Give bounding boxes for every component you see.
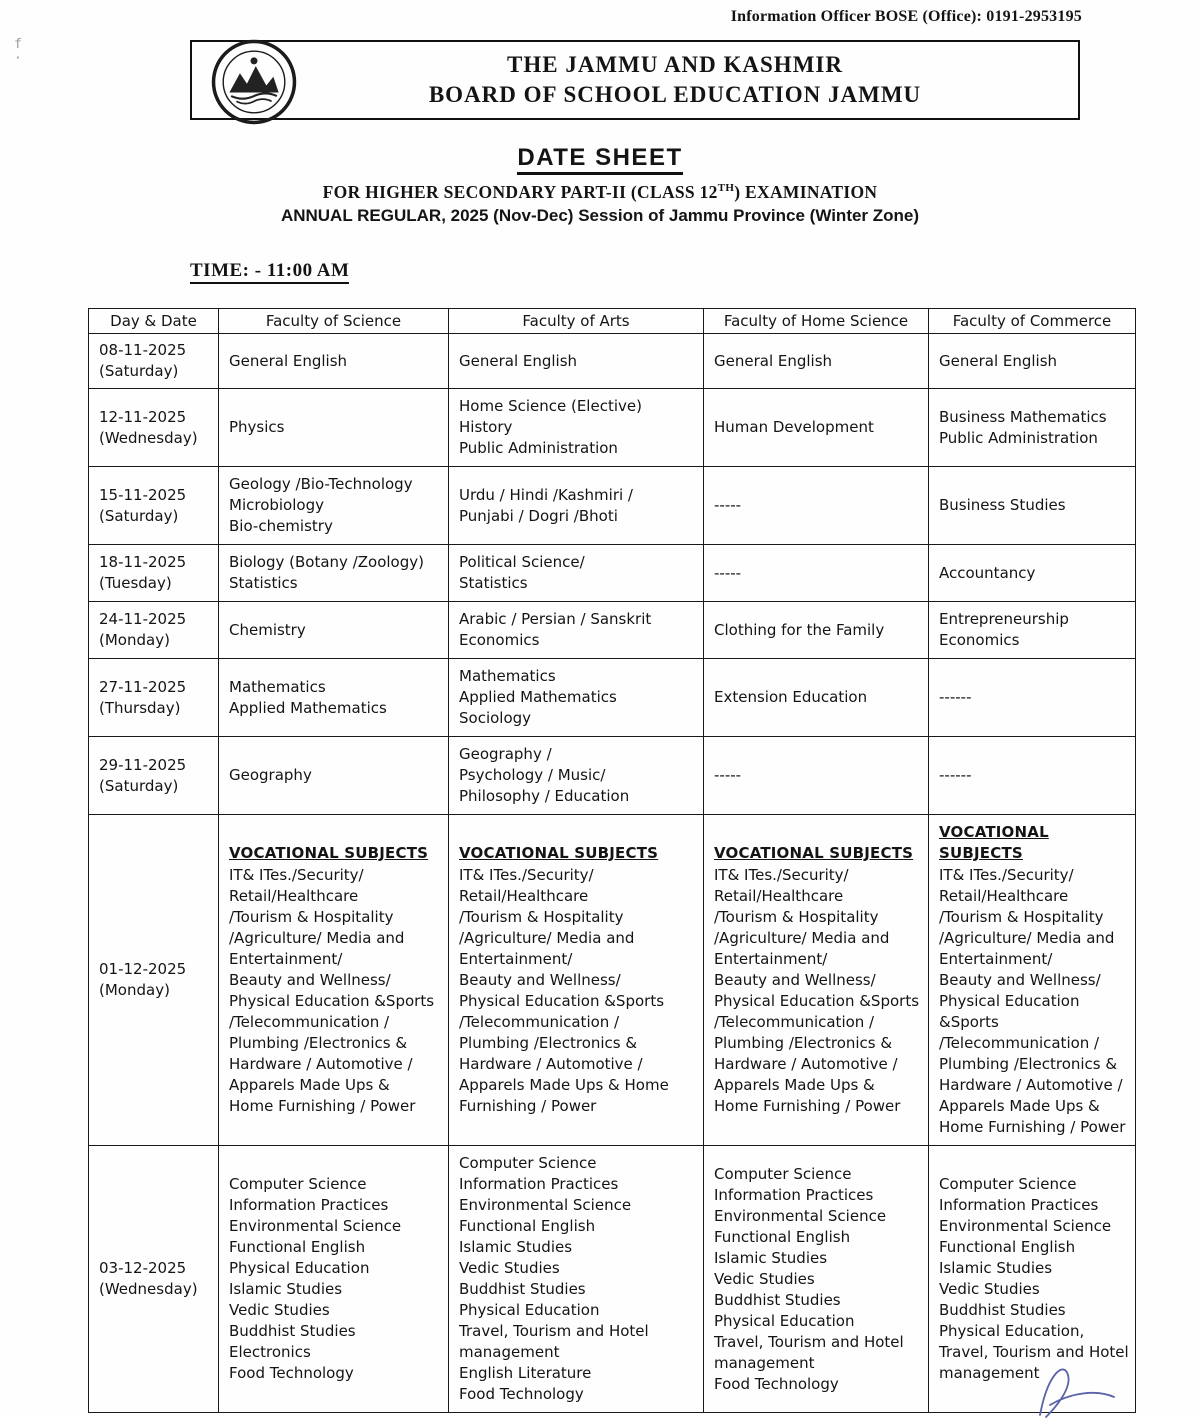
subject-line: Computer Science xyxy=(459,1154,597,1172)
subject-line: Physical Education &Sports xyxy=(714,992,920,1010)
subject-line: /Agriculture/ Media and xyxy=(939,929,1115,947)
subject-line: Beauty and Wellness/ xyxy=(459,971,621,989)
vocational-heading: VOCATIONAL SUBJECTS xyxy=(459,844,659,862)
subject-line: Buddhist Studies xyxy=(459,1280,586,1298)
subtitle-exam xyxy=(0,182,1200,203)
column-header: Faculty of Home Science xyxy=(704,309,929,334)
subject-cell xyxy=(704,815,929,1146)
subject-line: Apparels Made Ups & Home xyxy=(459,1076,669,1094)
subject-cell xyxy=(219,545,449,602)
subject-line: Mathematics xyxy=(229,677,326,696)
subject-cell xyxy=(449,737,704,815)
subject-line: Functional English xyxy=(229,1238,366,1256)
date-line: (Saturday) xyxy=(99,776,179,795)
subject-cell xyxy=(929,602,1136,659)
table-row xyxy=(89,334,1136,389)
subject-line: Travel, Tourism and Hotel xyxy=(459,1322,649,1340)
subject-cell xyxy=(704,737,929,815)
subject-cell xyxy=(929,815,1136,1146)
date-line: 01-12-2025 xyxy=(99,960,187,978)
subject-line: Chemistry xyxy=(229,620,306,639)
subject-cell xyxy=(219,815,449,1146)
date-cell xyxy=(89,389,219,467)
date-line: (Monday) xyxy=(99,631,170,649)
date-cell xyxy=(89,467,219,545)
subject-cell xyxy=(704,545,929,602)
date-cell xyxy=(89,1146,219,1413)
subject-line: ----- xyxy=(714,563,742,582)
subject-line: Buddhist Studies xyxy=(714,1290,841,1309)
subject-line: Urdu / Hindi /Kashmiri / xyxy=(459,485,633,504)
subject-line: Islamic Studies xyxy=(229,1280,343,1298)
subtitle-exam-start: FOR HIGHER SECONDARY PART-II (CLASS 12 xyxy=(322,182,718,202)
subject-line: Economics xyxy=(939,631,1020,649)
date-line: 24-11-2025 xyxy=(99,610,187,628)
subject-line: Buddhist Studies xyxy=(229,1322,356,1340)
subject-cell xyxy=(704,602,929,659)
subject-line: Public Administration xyxy=(939,428,1098,447)
subject-line: Information Practices xyxy=(714,1185,874,1204)
subject-line: Hardware / Automotive / xyxy=(714,1055,898,1073)
subject-line: Apparels Made Ups & xyxy=(714,1076,875,1094)
subject-cell xyxy=(219,602,449,659)
subject-line: /Agriculture/ Media and xyxy=(714,929,890,947)
subject-cell xyxy=(929,1146,1136,1413)
subject-line: Vedic Studies xyxy=(714,1269,815,1288)
subject-line: Information Practices xyxy=(229,1196,389,1214)
subject-line: Information Practices xyxy=(939,1196,1099,1214)
subject-line: Computer Science xyxy=(714,1164,852,1183)
datesheet-table xyxy=(88,308,1136,1413)
subject-line: Retail/Healthcare xyxy=(939,887,1069,905)
subject-line: Geography xyxy=(229,766,312,784)
date-line: (Thursday) xyxy=(99,698,181,717)
subject-line: Environmental Science xyxy=(714,1206,887,1225)
vocational-heading: VOCATIONAL SUBJECTS xyxy=(229,844,429,862)
subject-line: Physical Education &Sports xyxy=(229,992,435,1010)
subject-cell xyxy=(704,467,929,545)
subject-line: IT& ITes./Security/ xyxy=(714,866,849,884)
subject-line: Islamic Studies xyxy=(939,1259,1053,1277)
subject-line: Entertainment/ xyxy=(939,950,1053,968)
subject-line: IT& ITes./Security/ xyxy=(459,866,594,884)
subject-line: Biology (Botany /Zoology) xyxy=(229,553,424,571)
column-header: Faculty of Science xyxy=(219,309,449,334)
subject-line: Clothing for the Family xyxy=(714,620,885,639)
subject-line: General English xyxy=(714,351,833,370)
subject-line: Physics xyxy=(229,418,285,436)
subject-line: management xyxy=(714,1353,815,1372)
subject-line: ----- xyxy=(714,766,742,784)
subject-line: Business Mathematics xyxy=(939,407,1107,426)
vocational-heading: VOCATIONAL SUBJECTS xyxy=(939,823,1049,862)
subject-line: Entertainment/ xyxy=(459,950,573,968)
column-header: Day & Date xyxy=(89,309,219,334)
subject-line: Plumbing /Electronics & xyxy=(939,1055,1118,1073)
subject-line: Mathematics xyxy=(459,667,556,685)
subject-line: Environmental Science xyxy=(459,1196,632,1214)
subtitle-exam-end: ) EXAMINATION xyxy=(734,182,878,202)
date-line: (Wednesday) xyxy=(99,428,198,447)
column-header: Faculty of Commerce xyxy=(929,309,1136,334)
date-cell xyxy=(89,659,219,737)
subject-cell xyxy=(449,659,704,737)
date-line: (Wednesday) xyxy=(99,1280,198,1298)
subject-line: Computer Science xyxy=(229,1175,367,1193)
subject-line: Physical Education xyxy=(459,1301,600,1319)
subject-line: Psychology / Music/ xyxy=(459,766,606,784)
subject-line: Islamic Studies xyxy=(459,1238,573,1256)
subject-cell xyxy=(449,334,704,389)
subject-cell xyxy=(449,389,704,467)
table-row xyxy=(89,467,1136,545)
subject-line: General English xyxy=(229,351,348,370)
subject-line: Food Technology xyxy=(714,1374,839,1393)
date-line: 18-11-2025 xyxy=(99,553,187,571)
date-line: (Tuesday) xyxy=(99,574,172,592)
subject-line: Computer Science xyxy=(939,1175,1077,1193)
subject-line: Retail/Healthcare xyxy=(229,887,359,905)
board-name-line2: BOARD OF SCHOOL EDUCATION JAMMU xyxy=(428,82,922,107)
subject-line: Human Development xyxy=(714,418,874,436)
subject-line: Apparels Made Ups & xyxy=(229,1076,390,1094)
subject-line: Physical Education, xyxy=(939,1322,1085,1340)
subject-line: Geology /Bio-Technology xyxy=(229,475,413,493)
subject-cell xyxy=(929,659,1136,737)
subject-line: Hardware / Automotive / xyxy=(229,1055,413,1073)
subtitle-session: ANNUAL REGULAR, 2025 (Nov-Dec) Session of Jammu Province (Winter Zone) xyxy=(280,206,920,225)
vocational-heading: VOCATIONAL SUBJECTS xyxy=(714,844,914,862)
subject-line: /Tourism & Hospitality xyxy=(459,908,624,926)
subject-line: Plumbing /Electronics & xyxy=(714,1034,893,1052)
subject-line: IT& ITes./Security/ xyxy=(229,866,364,884)
date-line: 15-11-2025 xyxy=(99,485,187,504)
subject-line: Plumbing /Electronics & xyxy=(459,1034,638,1052)
subject-line: Vedic Studies xyxy=(229,1301,330,1319)
subject-cell xyxy=(929,737,1136,815)
date-cell xyxy=(89,737,219,815)
date-cell xyxy=(89,602,219,659)
scan-artifact: f · xyxy=(14,37,22,66)
subject-line: Furnishing / Power xyxy=(459,1097,597,1115)
subject-cell xyxy=(449,545,704,602)
date-cell xyxy=(89,334,219,389)
subject-line: Bio-chemistry xyxy=(229,517,333,535)
subject-line: Public Administration xyxy=(459,439,618,457)
date-line: 12-11-2025 xyxy=(99,407,187,426)
subject-line: Applied Mathematics xyxy=(459,688,617,706)
subject-line: Information Practices xyxy=(459,1175,619,1193)
contact-line: Information Officer BOSE (Office): 0191-2953195 xyxy=(730,8,1082,25)
subject-cell xyxy=(449,1146,704,1413)
subject-line: Plumbing /Electronics & xyxy=(229,1034,408,1052)
board-header-box xyxy=(190,40,1080,120)
subject-line: Home Furnishing / Power xyxy=(714,1097,901,1115)
time-line xyxy=(190,260,1200,282)
subject-line: Buddhist Studies xyxy=(939,1301,1066,1319)
subject-cell xyxy=(219,659,449,737)
subject-line: Islamic Studies xyxy=(714,1248,828,1267)
subject-line: Arabic / Persian / Sanskrit xyxy=(459,610,652,628)
table-row xyxy=(89,659,1136,737)
subject-cell xyxy=(219,334,449,389)
date-line: 29-11-2025 xyxy=(99,755,187,774)
column-header: Faculty of Arts xyxy=(449,309,704,334)
subject-line: Food Technology xyxy=(459,1385,584,1403)
subject-line: management xyxy=(939,1364,1040,1382)
time-text: TIME: - 11:00 AM xyxy=(190,260,349,284)
subject-line: Economics xyxy=(459,631,540,649)
board-name xyxy=(192,42,1078,118)
table-row xyxy=(89,602,1136,659)
subject-line: Home Science (Elective) xyxy=(459,397,642,415)
subject-line: /Telecommunication / xyxy=(229,1013,390,1031)
subject-line: /Agriculture/ Media and xyxy=(459,929,635,947)
subject-line: Beauty and Wellness/ xyxy=(229,971,391,989)
subject-line: ------ xyxy=(939,766,972,784)
subject-cell xyxy=(219,737,449,815)
subject-cell xyxy=(929,334,1136,389)
subject-cell xyxy=(704,389,929,467)
subject-line: Environmental Science xyxy=(229,1217,402,1235)
subject-line: Sociology xyxy=(459,709,532,727)
subject-cell xyxy=(449,467,704,545)
subject-line: Extension Education xyxy=(714,688,868,706)
subject-cell xyxy=(219,467,449,545)
table-row xyxy=(89,815,1136,1146)
subject-line: Hardware / Automotive / xyxy=(939,1076,1123,1094)
date-line: (Saturday) xyxy=(99,362,179,380)
page-title xyxy=(0,144,1200,172)
subject-line: Retail/Healthcare xyxy=(714,887,844,905)
subject-line: Electronics xyxy=(229,1343,311,1361)
date-line: 03-12-2025 xyxy=(99,1259,187,1277)
subject-cell xyxy=(929,389,1136,467)
subject-line: ----- xyxy=(714,496,742,514)
subject-cell xyxy=(929,545,1136,602)
subject-line: IT& ITes./Security/ xyxy=(939,866,1074,884)
subject-line: Environmental Science xyxy=(939,1217,1112,1235)
subject-line: Physical Education xyxy=(229,1259,370,1277)
subject-line: Punjabi / Dogri /Bhoti xyxy=(459,506,618,525)
date-line: 08-11-2025 xyxy=(99,341,187,359)
subject-line: /Telecommunication / xyxy=(714,1013,875,1031)
page-title-text: DATE SHEET xyxy=(517,144,682,175)
subject-line: General English xyxy=(459,351,578,370)
subject-line: Physical Education xyxy=(714,1311,855,1330)
subject-line: /Telecommunication / xyxy=(939,1034,1100,1052)
subject-line: /Tourism & Hospitality xyxy=(229,908,394,926)
subject-line: Physical Education &Sports xyxy=(459,992,665,1010)
subtitle-exam-sup: TH xyxy=(717,182,735,195)
subject-line: Statistics xyxy=(229,574,298,592)
subject-line: management xyxy=(459,1343,560,1361)
subject-line: Statistics xyxy=(459,574,528,592)
table-row xyxy=(89,545,1136,602)
subject-line: Home Furnishing / Power xyxy=(229,1097,416,1115)
subject-line: Entrepreneurship xyxy=(939,610,1069,628)
subject-line: Political Science/ xyxy=(459,553,585,571)
subject-line: Retail/Healthcare xyxy=(459,887,589,905)
subject-line: English Literature xyxy=(459,1364,592,1382)
subject-line: /Tourism & Hospitality xyxy=(714,908,879,926)
subject-line: History xyxy=(459,418,513,436)
subject-line: Home Furnishing / Power xyxy=(939,1118,1126,1136)
table-row xyxy=(89,389,1136,467)
date-cell xyxy=(89,815,219,1146)
subject-line: Physical Education &Sports xyxy=(939,992,1080,1031)
subject-line: Entertainment/ xyxy=(229,950,343,968)
subject-line: Accountancy xyxy=(939,563,1036,582)
subject-line: Food Technology xyxy=(229,1364,354,1382)
subject-cell xyxy=(219,1146,449,1413)
subject-line: /Agriculture/ Media and xyxy=(229,929,405,947)
table-header-row xyxy=(89,309,1136,334)
subject-line: Beauty and Wellness/ xyxy=(714,971,876,989)
subject-cell xyxy=(219,389,449,467)
subject-line: ------ xyxy=(939,688,972,706)
date-cell xyxy=(89,545,219,602)
subject-line: /Tourism & Hospitality xyxy=(939,908,1104,926)
subject-line: Vedic Studies xyxy=(459,1259,560,1277)
board-logo-icon xyxy=(210,38,298,126)
subject-line: Entertainment/ xyxy=(714,950,828,968)
subject-cell xyxy=(449,815,704,1146)
subject-cell xyxy=(704,1146,929,1413)
date-line: (Monday) xyxy=(99,981,170,999)
subject-line: Beauty and Wellness/ xyxy=(939,971,1101,989)
table-row xyxy=(89,1146,1136,1413)
subject-cell xyxy=(449,602,704,659)
subject-line: Vedic Studies xyxy=(939,1280,1040,1298)
subject-line: Hardware / Automotive / xyxy=(459,1055,643,1073)
subject-line: General English xyxy=(939,351,1058,370)
subject-line: Functional English xyxy=(714,1227,851,1246)
subject-line: Applied Mathematics xyxy=(229,698,387,717)
subject-line: Travel, Tourism and Hotel xyxy=(939,1343,1129,1361)
date-line: (Saturday) xyxy=(99,506,179,525)
subject-line: Apparels Made Ups & xyxy=(939,1097,1100,1115)
subject-line: Functional English xyxy=(939,1238,1076,1256)
subject-cell xyxy=(704,659,929,737)
subject-line: Business Studies xyxy=(939,496,1066,514)
subject-cell xyxy=(704,334,929,389)
subject-line: Microbiology xyxy=(229,496,324,514)
subject-line: Philosophy / Education xyxy=(459,787,630,805)
subject-line: Functional English xyxy=(459,1217,596,1235)
board-name-line1: THE JAMMU AND KASHMIR xyxy=(507,52,843,77)
subject-line: Geography / xyxy=(459,745,552,763)
table-row xyxy=(89,737,1136,815)
subject-line: Travel, Tourism and Hotel xyxy=(714,1332,904,1351)
date-line: 27-11-2025 xyxy=(99,677,187,696)
subject-line: /Telecommunication / xyxy=(459,1013,620,1031)
subject-cell xyxy=(929,467,1136,545)
